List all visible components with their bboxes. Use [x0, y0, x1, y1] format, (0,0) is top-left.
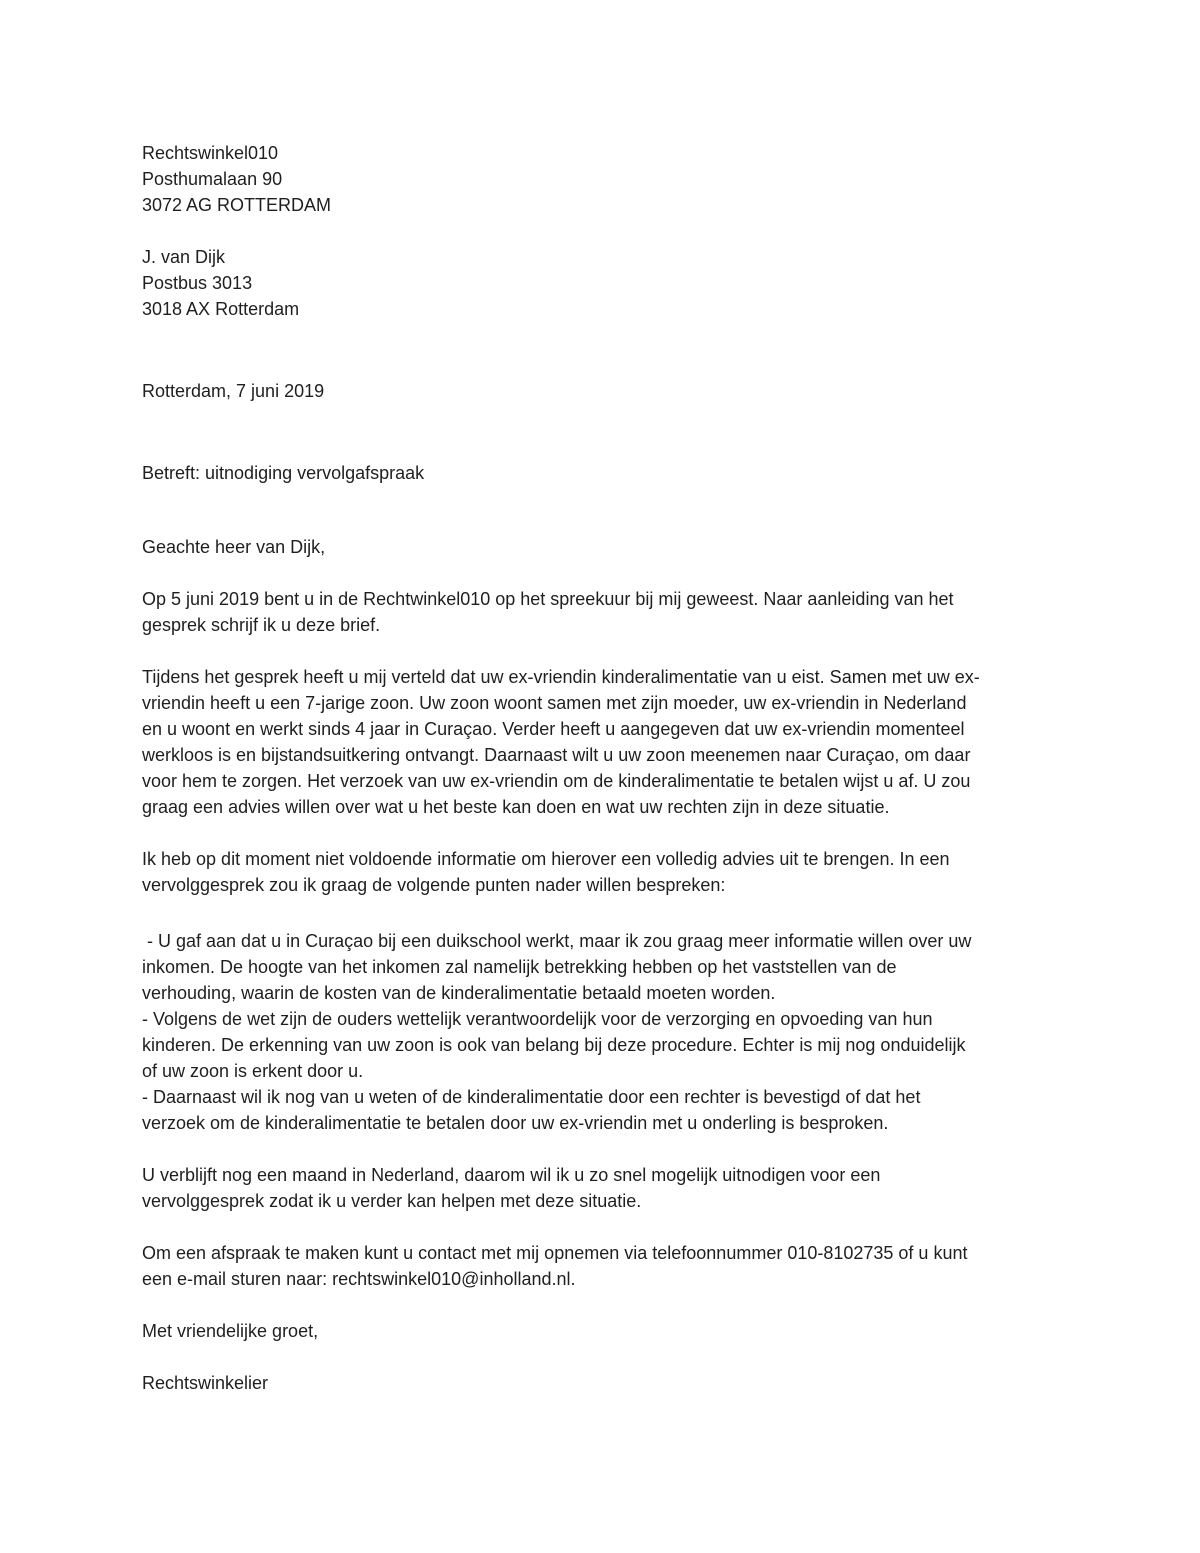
- paragraph-line: vervolggesprek zodat ik u verder kan helpen met deze situatie.: [142, 1191, 642, 1211]
- recipient-name: J. van Dijk: [142, 247, 226, 267]
- paragraph-line: en u woont en werkt sinds 4 jaar in Curaçao. Verder heeft u aangegeven dat uw ex-vriendin momenteel: [142, 719, 965, 739]
- list-item-line: inkomen. De hoogte van het inkomen zal namelijk betrekking hebben op het vaststellen van de: [142, 957, 897, 977]
- paragraph-line: Tijdens het gesprek heeft u mij verteld dat uw ex-vriendin kinderalimentatie van u eist. Samen met uw ex-: [142, 667, 980, 687]
- list-item-line: - U gaf aan dat u in Curaçao bij een duikschool werkt, maar ik zou graag meer informatie willen over uw: [142, 931, 972, 951]
- sender-street: Posthumalaan 90: [142, 169, 283, 189]
- paragraph-invitation: [142, 1162, 1072, 1214]
- list-item-line: - Volgens de wet zijn de ouders wettelijk verantwoordelijk voor de verzorging en opvoeding van hun: [142, 1009, 933, 1029]
- paragraph-insufficient-info: [142, 846, 1072, 898]
- recipient-address: [142, 244, 1072, 322]
- letter-subject: Betreft: uitnodiging vervolgafspraak: [142, 463, 425, 483]
- paragraph-line: graag een advies willen over wat u het beste kan doen en wat uw rechten zijn in deze situatie.: [142, 797, 890, 817]
- paragraph-line: Op 5 juni 2019 bent u in de Rechtwinkel010 op het spreekuur bij mij geweest. Naar aanleiding van het: [142, 589, 954, 609]
- paragraph-line: Ik heb op dit moment niet voldoende informatie om hierover een volledig advies uit te brengen. In een: [142, 849, 950, 869]
- paragraph-line: U verblijft nog een maand in Nederland, daarom wil ik u zo snel mogelijk uitnodigen voor een: [142, 1165, 881, 1185]
- paragraph-contact: [142, 1240, 1072, 1292]
- paragraph-line: vervolggesprek zou ik graag de volgende punten nader willen bespreken:: [142, 875, 726, 895]
- letter-page: [142, 140, 1072, 1396]
- signature: Rechtswinkelier: [142, 1373, 269, 1393]
- paragraph-line: gesprek schrijf ik u deze brief.: [142, 615, 381, 635]
- paragraph-line: vriendin heeft u een 7-jarige zoon. Uw zoon woont samen met zijn moeder, uw ex-vriendin in Nederland: [142, 693, 967, 713]
- paragraph-line: voor hem te zorgen. Het verzoek van uw ex-vriendin om de kinderalimentatie te betalen wijst u af. U zou: [142, 771, 971, 791]
- closing: Met vriendelijke groet,: [142, 1321, 319, 1341]
- list-item-line: kinderen. De erkenning van uw zoon is ook van belang bij deze procedure. Echter is mij nog onduidelijk: [142, 1035, 966, 1055]
- letter-date: Rotterdam, 7 juni 2019: [142, 381, 325, 401]
- paragraph-line: een e-mail sturen naar: rechtswinkel010@inholland.nl.: [142, 1269, 576, 1289]
- list-item-line: - Daarnaast wil ik nog van u weten of de kinderalimentatie door een rechter is bevestigd of dat het: [142, 1087, 921, 1107]
- list-item-line: of uw zoon is erkent door u.: [142, 1061, 364, 1081]
- salutation: Geachte heer van Dijk,: [142, 537, 326, 557]
- list-item-line: verhouding, waarin de kosten van de kinderalimentatie betaald moeten worden.: [142, 983, 776, 1003]
- recipient-city: 3018 AX Rotterdam: [142, 299, 300, 319]
- discussion-points-list: [142, 928, 1072, 1136]
- sender-name: Rechtswinkel010: [142, 143, 279, 163]
- recipient-street: Postbus 3013: [142, 273, 253, 293]
- paragraph-intro: [142, 586, 1072, 638]
- paragraph-line: Om een afspraak te maken kunt u contact met mij opnemen via telefoonnummer 010-8102735 of u kunt: [142, 1243, 968, 1263]
- paragraph-situation: [142, 664, 1072, 820]
- sender-city: 3072 AG ROTTERDAM: [142, 195, 332, 215]
- sender-address: [142, 140, 1072, 218]
- list-item-line: verzoek om de kinderalimentatie te betalen door uw ex-vriendin met u onderling is besproken.: [142, 1113, 889, 1133]
- paragraph-line: werkloos is en bijstandsuitkering ontvangt. Daarnaast wilt u uw zoon meenemen naar Curaçao, om daar: [142, 745, 971, 765]
